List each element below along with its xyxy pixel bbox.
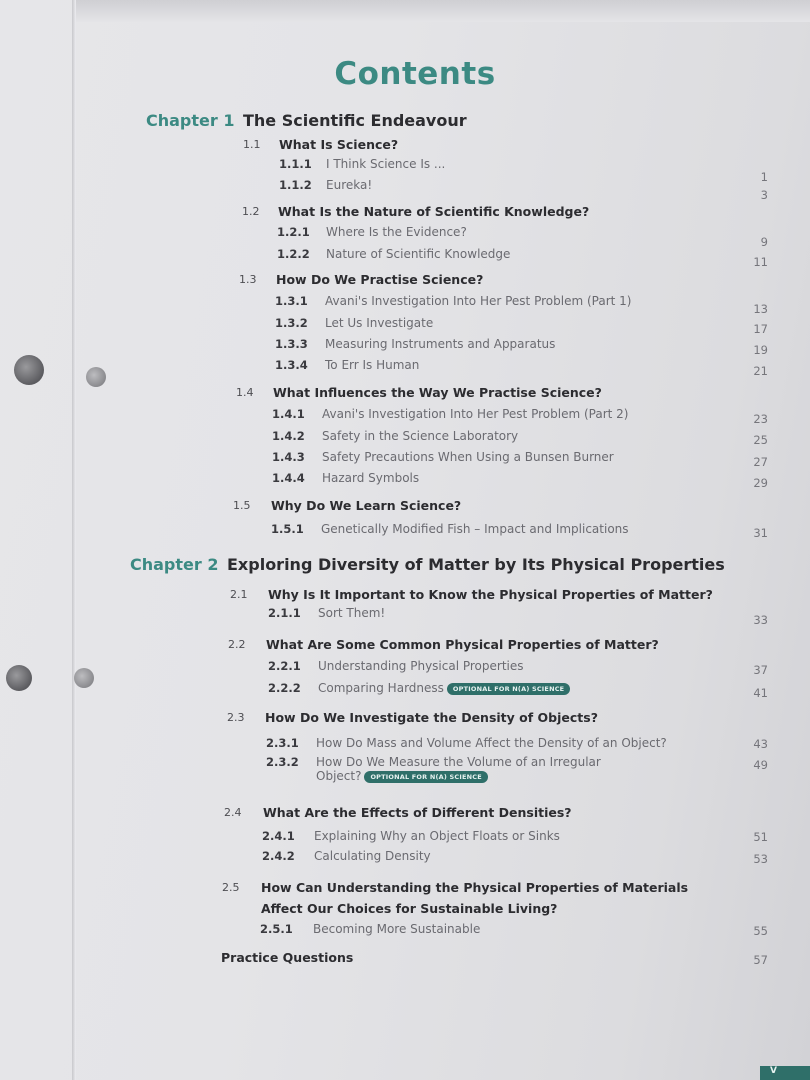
subsection-number: 1.3.4 bbox=[275, 358, 308, 372]
section-title: What Are Some Common Physical Properties of Matter? bbox=[266, 637, 659, 652]
page-number: 13 bbox=[753, 302, 768, 316]
section-number: 2.3 bbox=[227, 711, 245, 724]
binder-hole-right-bottom bbox=[74, 668, 94, 688]
subsection-number: 2.2.2 bbox=[268, 681, 301, 695]
subsection-title-text: Measuring Instruments and Apparatus bbox=[325, 337, 556, 351]
subsection-title-text: Nature of Scientific Knowledge bbox=[326, 247, 511, 261]
page-number: 3 bbox=[760, 188, 768, 202]
subsection-number: 1.2.2 bbox=[277, 247, 310, 261]
section-number: 2.2 bbox=[228, 638, 246, 651]
subsection-title bbox=[322, 407, 628, 421]
subsection-title bbox=[326, 225, 467, 239]
subsection-title-text: How Do Mass and Volume Affect the Density of an Object? bbox=[316, 736, 667, 750]
subsection-title-text: Where Is the Evidence? bbox=[326, 225, 467, 239]
subsection-title-text: Becoming More Sustainable bbox=[313, 922, 481, 936]
subsection-title bbox=[318, 659, 524, 673]
subsection-number: 1.4.3 bbox=[272, 450, 305, 464]
subsection-title-text: Genetically Modified Fish – Impact and Implications bbox=[321, 522, 629, 536]
page-number: 41 bbox=[753, 686, 768, 700]
page-number: 53 bbox=[753, 852, 768, 866]
subsection-title-text: Understanding Physical Properties bbox=[318, 659, 524, 673]
subsection-title bbox=[325, 294, 631, 308]
section-title: How Can Understanding the Physical Properties of Materials bbox=[261, 880, 689, 895]
section-number: 1.4 bbox=[236, 386, 254, 399]
subsection-title-text: Calculating Density bbox=[314, 849, 431, 863]
subsection-number: 1.1.2 bbox=[279, 178, 312, 192]
section-number: 2.1 bbox=[230, 588, 248, 601]
subsection-title-text: Comparing Hardness bbox=[318, 681, 444, 695]
subsection-number: 1.3.1 bbox=[275, 294, 308, 308]
subsection-title bbox=[314, 849, 431, 863]
subsection-title bbox=[322, 471, 419, 485]
section-title: What Is Science? bbox=[279, 137, 399, 152]
page-number: 31 bbox=[753, 526, 768, 540]
subsection-number: 1.5.1 bbox=[271, 522, 304, 536]
page-number: 29 bbox=[753, 476, 768, 490]
page-number: 17 bbox=[753, 322, 768, 336]
subsection-title-line2: Object? bbox=[316, 769, 362, 783]
subsection-number: 2.3.2 bbox=[266, 755, 299, 769]
page-number: 1 bbox=[760, 170, 768, 184]
subsection-number: 1.4.4 bbox=[272, 471, 305, 485]
subsection-title bbox=[325, 337, 555, 351]
subsection-title bbox=[318, 681, 570, 695]
chapter-title: Exploring Diversity of Matter by Its Physical Properties bbox=[227, 555, 725, 574]
page-number: 11 bbox=[753, 255, 768, 269]
section-title: How Do We Practise Science? bbox=[276, 272, 484, 287]
subsection-number: 2.1.1 bbox=[268, 606, 301, 620]
subsection-number: 1.4.2 bbox=[272, 429, 305, 443]
subsection-title-text: To Err Is Human bbox=[325, 358, 420, 372]
page-title: Contents bbox=[334, 56, 496, 92]
footer-page-tab bbox=[760, 1066, 810, 1080]
chapter-title: The Scientific Endeavour bbox=[243, 111, 467, 130]
section-title-line2: Affect Our Choices for Sustainable Living? bbox=[261, 901, 558, 916]
optional-badge: OPTIONAL FOR N(A) SCIENCE bbox=[447, 683, 570, 695]
section-title: Why Is It Important to Know the Physical Properties of Matter? bbox=[268, 587, 713, 602]
subsection-title-text: Avani's Investigation Into Her Pest Problem (Part 2) bbox=[322, 407, 629, 421]
subsection-title bbox=[322, 429, 518, 443]
subsection-title bbox=[314, 829, 560, 843]
section-title: What Is the Nature of Scientific Knowledge? bbox=[278, 204, 590, 219]
chapter-label: Chapter 1 bbox=[146, 111, 235, 130]
subsection-title-text: Avani's Investigation Into Her Pest Problem (Part 1) bbox=[325, 294, 632, 308]
page-number: 27 bbox=[753, 455, 768, 469]
subsection-title bbox=[326, 178, 372, 192]
page-number: 49 bbox=[753, 758, 768, 772]
subsection-number: 1.3.2 bbox=[275, 316, 308, 330]
footer-page-number: V bbox=[770, 1066, 777, 1076]
subsection-title bbox=[321, 522, 629, 536]
page-number: 37 bbox=[753, 663, 768, 677]
section-number: 1.3 bbox=[239, 273, 257, 286]
subsection-number: 1.3.3 bbox=[275, 337, 308, 351]
subsection-title bbox=[316, 755, 601, 783]
page-number: 23 bbox=[753, 412, 768, 426]
subsection-title bbox=[318, 606, 385, 620]
binder-hole-right-top bbox=[86, 367, 106, 387]
subsection-title bbox=[325, 316, 433, 330]
page-top-shadow bbox=[76, 0, 810, 22]
chapter-label: Chapter 2 bbox=[130, 555, 219, 574]
binder-hole-left-top bbox=[14, 355, 44, 385]
section-number: 1.5 bbox=[233, 499, 251, 512]
subsection-number: 1.2.1 bbox=[277, 225, 310, 239]
page-number: 25 bbox=[753, 433, 768, 447]
subsection-title bbox=[313, 922, 480, 936]
page-number: 21 bbox=[753, 364, 768, 378]
section-number: 1.2 bbox=[242, 205, 260, 218]
page-number: 19 bbox=[753, 343, 768, 357]
section-number: 2.4 bbox=[224, 806, 242, 819]
section-number: 1.1 bbox=[243, 138, 261, 151]
subsection-title bbox=[316, 736, 667, 750]
page-number: 51 bbox=[753, 830, 768, 844]
subsection-title-text: Safety in the Science Laboratory bbox=[322, 429, 519, 443]
subsection-number: 2.5.1 bbox=[260, 922, 293, 936]
subsection-title-text: Eureka! bbox=[326, 178, 373, 192]
page-number: 33 bbox=[753, 613, 768, 627]
subsection-title-text: Hazard Symbols bbox=[322, 471, 420, 485]
subsection-title bbox=[322, 450, 614, 464]
binder-hole-left-bottom bbox=[6, 665, 32, 691]
subsection-title-text: Sort Them! bbox=[318, 606, 386, 620]
subsection-title-text: Explaining Why an Object Floats or Sinks bbox=[314, 829, 560, 843]
subsection-title bbox=[325, 358, 419, 372]
section-title: What Influences the Way We Practise Science? bbox=[273, 385, 602, 400]
section-title: Why Do We Learn Science? bbox=[271, 498, 462, 513]
subsection-number: 2.2.1 bbox=[268, 659, 301, 673]
subsection-title-text: I Think Science Is ... bbox=[326, 157, 446, 171]
page-number: 9 bbox=[760, 235, 768, 249]
section-number: 2.5 bbox=[222, 881, 240, 894]
subsection-title-text: How Do We Measure the Volume of an Irregular bbox=[316, 755, 601, 769]
subsection-title-text: Let Us Investigate bbox=[325, 316, 434, 330]
page-binding-edge bbox=[72, 0, 76, 1080]
subsection-number: 2.4.1 bbox=[262, 829, 295, 843]
subsection-title bbox=[326, 157, 445, 171]
subsection-number: 2.3.1 bbox=[266, 736, 299, 750]
section-title: What Are the Effects of Different Densities? bbox=[263, 805, 572, 820]
practice-questions-page: 57 bbox=[753, 953, 768, 967]
subsection-number: 1.1.1 bbox=[279, 157, 312, 171]
optional-badge: OPTIONAL FOR N(A) SCIENCE bbox=[364, 771, 487, 783]
practice-questions-title: Practice Questions bbox=[221, 950, 354, 965]
page-number: 55 bbox=[753, 924, 768, 938]
section-title: How Do We Investigate the Density of Objects? bbox=[265, 710, 598, 725]
page-number: 43 bbox=[753, 737, 768, 751]
subsection-title bbox=[326, 247, 510, 261]
subsection-title-text: Safety Precautions When Using a Bunsen Burner bbox=[322, 450, 614, 464]
subsection-number: 2.4.2 bbox=[262, 849, 295, 863]
subsection-number: 1.4.1 bbox=[272, 407, 305, 421]
